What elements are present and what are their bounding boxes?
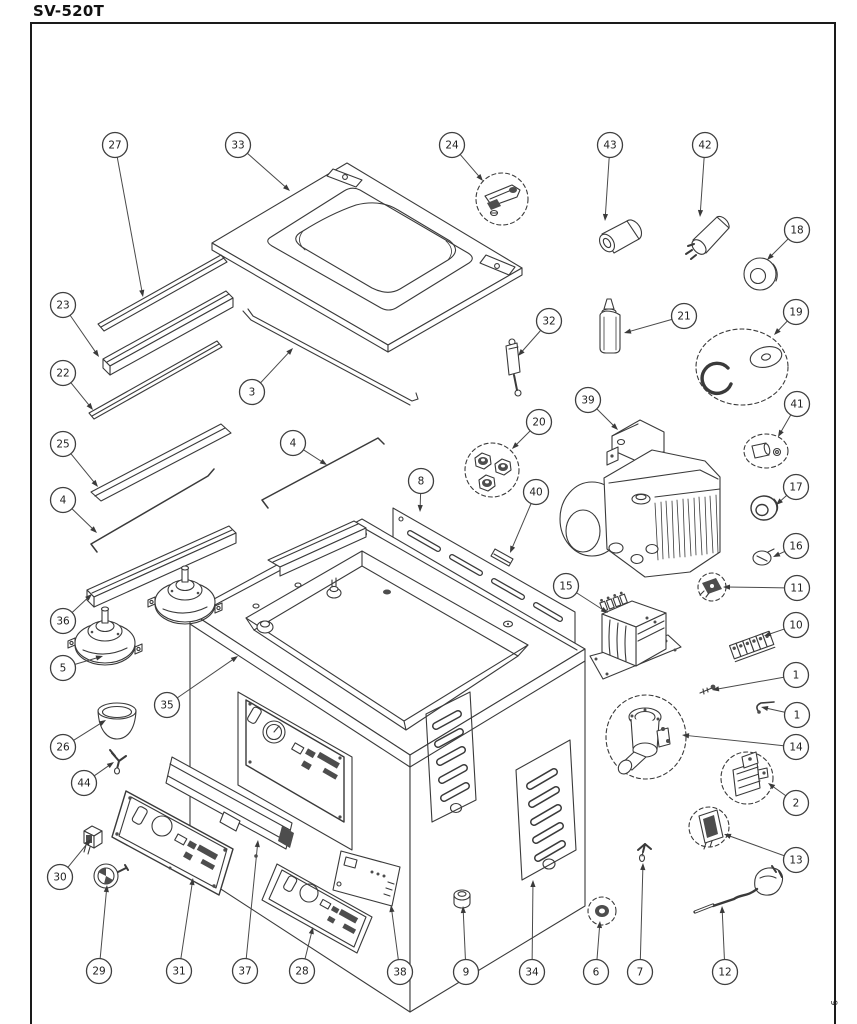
svg-text:39: 39: [581, 394, 595, 407]
part-seal-wire-4-mid: [262, 438, 384, 508]
svg-text:22: 22: [56, 367, 70, 380]
svg-text:23: 23: [56, 299, 70, 312]
svg-text:35: 35: [160, 699, 174, 712]
balloon-30: [48, 839, 92, 890]
svg-text:12: 12: [718, 966, 732, 979]
svg-text:15: 15: [559, 580, 573, 593]
balloon-44: [72, 762, 115, 796]
svg-text:16: 16: [789, 540, 803, 553]
part-seal-bar-23: [103, 291, 233, 375]
svg-text:11: 11: [790, 582, 804, 595]
balloon-13: [724, 834, 809, 873]
part-solenoid-valve: [606, 695, 686, 779]
part-cap: [753, 549, 774, 565]
part-lid-latch: [476, 173, 528, 225]
svg-text:8: 8: [417, 475, 425, 488]
balloon-8: [409, 469, 434, 513]
balloon-12: [713, 906, 738, 985]
balloon-22: [51, 361, 94, 411]
part-knob: [94, 864, 128, 888]
svg-text:21: 21: [677, 310, 691, 323]
page-title: SV-520T: [33, 2, 105, 20]
balloon-1: [712, 663, 809, 692]
balloon-41: [778, 392, 810, 438]
part-rocker-switch: [689, 807, 729, 849]
balloon-10: [764, 613, 809, 638]
svg-text:1: 1: [792, 669, 800, 682]
part-pin-kit: [744, 434, 788, 468]
balloon-33: [226, 133, 291, 192]
svg-text:6: 6: [592, 966, 600, 979]
balloon-42: [693, 133, 718, 218]
svg-text:44: 44: [77, 777, 91, 790]
svg-text:32: 32: [542, 315, 556, 328]
part-fittings: [465, 443, 519, 497]
balloon-24: [440, 133, 484, 182]
balloon-27: [103, 133, 145, 298]
balloon-18: [767, 218, 810, 261]
svg-text:33: 33: [231, 139, 245, 152]
balloon-4: [281, 431, 328, 466]
diagram-artwork: [68, 163, 788, 1012]
part-roller: [744, 258, 777, 290]
svg-text:24: 24: [445, 139, 459, 152]
part-power-cord: [695, 866, 783, 912]
balloon-29: [87, 885, 112, 984]
svg-text:28: 28: [295, 965, 309, 978]
svg-text:30: 30: [53, 871, 67, 884]
part-gas-spring: [506, 339, 521, 396]
part-gasket-kit: [696, 329, 788, 405]
balloon-39: [576, 388, 619, 431]
svg-text:40: 40: [529, 486, 543, 499]
svg-text:37: 37: [238, 965, 252, 978]
svg-text:18: 18: [790, 224, 804, 237]
svg-text:4: 4: [289, 437, 297, 450]
svg-text:29: 29: [92, 965, 106, 978]
part-grommet: [588, 897, 616, 925]
balloon-26: [51, 720, 107, 760]
part-bearing: [751, 496, 778, 520]
svg-text:2: 2: [792, 797, 800, 810]
svg-text:17: 17: [789, 481, 803, 494]
part-connector: [698, 573, 726, 601]
balloon-23: [51, 293, 100, 358]
svg-text:43: 43: [603, 139, 617, 152]
part-capacitor-42: [686, 216, 729, 259]
svg-text:9: 9: [462, 966, 470, 979]
svg-text:25: 25: [56, 438, 70, 451]
balloon-40: [510, 480, 549, 554]
part-teflon-strip-25: [91, 424, 231, 501]
balloon-7: [628, 863, 653, 985]
svg-text:19: 19: [789, 306, 803, 319]
svg-text:7: 7: [636, 966, 644, 979]
page-number: 9: [828, 1000, 838, 1006]
svg-text:13: 13: [789, 854, 803, 867]
part-seal-wire-4-left: [91, 469, 214, 552]
part-sensor-wire: [638, 844, 651, 862]
balloon-2: [768, 783, 809, 816]
balloon-17: [776, 475, 809, 506]
svg-text:27: 27: [108, 139, 122, 152]
svg-text:34: 34: [525, 966, 539, 979]
part-rubber-foot: [454, 890, 470, 908]
part-micro-switch: [84, 826, 102, 854]
part-oil-bottle: [600, 299, 620, 353]
svg-text:36: 36: [56, 615, 70, 628]
balloon-20: [512, 410, 552, 450]
part-plate: [491, 549, 513, 566]
balloon-31: [167, 878, 195, 984]
part-solenoid: [721, 752, 773, 804]
balloon-43: [598, 133, 623, 222]
balloon-11: [723, 576, 810, 601]
balloon-16: [773, 534, 809, 559]
balloon-6: [584, 921, 609, 985]
svg-text:4: 4: [59, 494, 67, 507]
svg-text:5: 5: [59, 662, 67, 675]
part-screw-a: [700, 685, 715, 694]
part-transformer: [590, 591, 681, 679]
svg-text:26: 26: [56, 741, 70, 754]
svg-text:38: 38: [393, 966, 407, 979]
balloon-32: [518, 309, 562, 357]
svg-text:1: 1: [793, 709, 801, 722]
svg-text:31: 31: [172, 965, 186, 978]
balloon-25: [51, 432, 99, 488]
svg-text:10: 10: [789, 619, 803, 632]
balloon-1: [761, 703, 810, 728]
balloon-3: [240, 348, 294, 405]
svg-text:41: 41: [790, 398, 804, 411]
svg-text:42: 42: [698, 139, 712, 152]
part-pump-assembly: [560, 420, 720, 577]
part-diaphragm-a: [68, 607, 142, 665]
part-capacitor-43: [596, 220, 641, 254]
balloon-4: [51, 488, 98, 534]
svg-text:14: 14: [789, 741, 803, 754]
part-y-fitting: [110, 750, 126, 774]
svg-text:20: 20: [532, 416, 546, 429]
part-strip-22: [89, 341, 222, 419]
svg-text:3: 3: [248, 386, 256, 399]
balloon-19: [774, 300, 809, 336]
balloon-21: [624, 304, 697, 334]
